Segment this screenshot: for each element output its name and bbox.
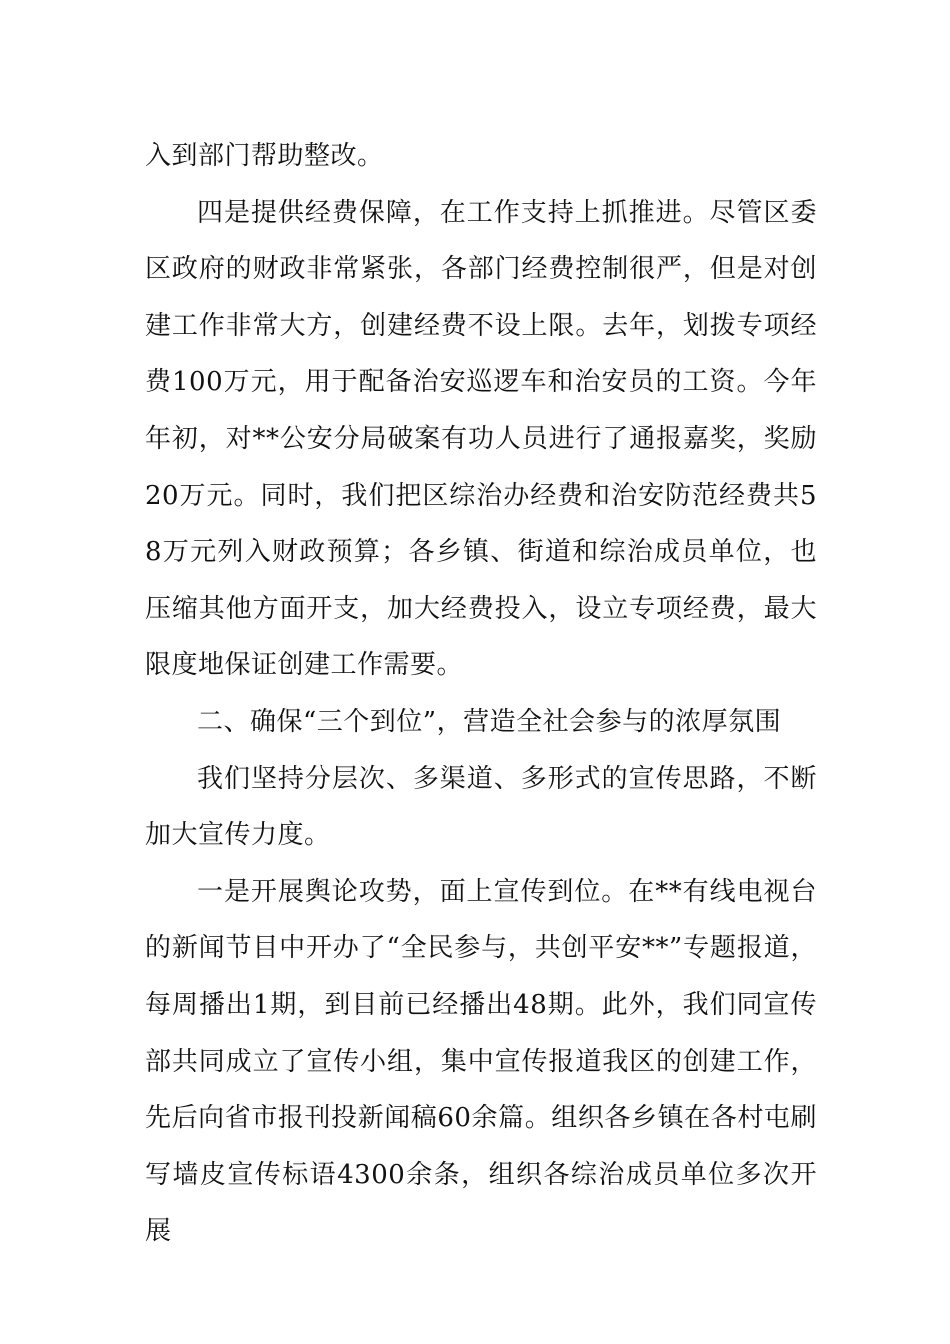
paragraph-3: 我们坚持分层次、多渠道、多形式的宣传思路，不断加大宣传力度。	[145, 763, 817, 851]
document-body	[145, 128, 817, 1260]
paragraph-2: 四是提供经费保障，在工作支持上抓推进。尽管区委区政府的财政非常紧张，各部门经费控制很严，但是对创建工作非常大方，创建经费不设上限。去年，划拨专项经费100万元，用于配备治安巡逻车和治安员的工资。今年年初，对**公安分局破案有功人员进行了通报嘉奖，奖励20万元。同时，我们把区综治办经费和治安防范经费共58万元列入财政预算；各乡镇、街道和综治成员单位，也压缩其他方面开支，加大经费投入，设立专项经费，最大限度地保证创建工作需要。	[145, 197, 817, 681]
section-heading: 二、确保“三个到位”，营造全社会参与的浓厚氛围	[197, 706, 782, 737]
paragraph-1: 入到部门帮助整改。	[145, 141, 384, 171]
paragraph-4: 一是开展舆论攻势，面上宣传到位。在**有线电视台的新闻节目中开办了“全民参与，共创平安**”专题报道，每周播出1期，到目前已经播出48期。此外，我们同宣传部共同成立了宣传小组，集中宣传报道我区的创建工作，先后向省市报刊投新闻稿60余篇。组织各乡镇在各村屯刷写墙皮宣传标语4300余条，组织各综治成员单位多次开展	[145, 876, 817, 1247]
